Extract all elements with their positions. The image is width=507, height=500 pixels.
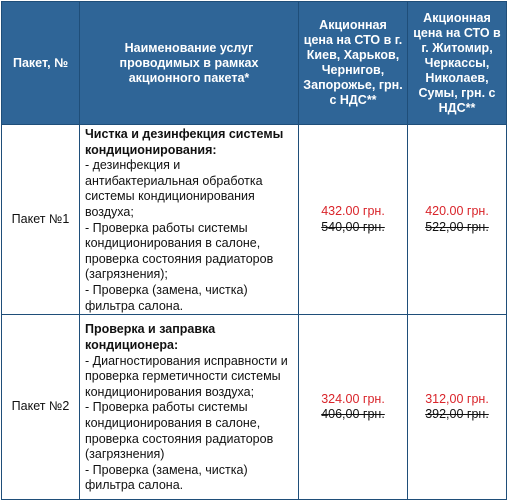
price-group1-cell [299, 125, 408, 315]
old-price: 392,00 грн. [425, 407, 489, 422]
price-group2-cell [408, 125, 507, 315]
package-cell: Пакет №2 [2, 315, 80, 500]
table-row [2, 125, 507, 315]
old-price: 406,00 грн. [321, 407, 385, 422]
promo-price: 312,00 грн. [425, 391, 489, 406]
header-price-group2-text: Акционная цена на СТО в г. Житомир, Черкассы, Николаев, Сумы, грн. с НДС** [413, 10, 501, 115]
price-group1-cell [299, 315, 408, 500]
service-item: - Диагностирования исправности и проверка герметичности системы кондиционирования воздуха; [85, 353, 288, 399]
header-services-text: Наименование услуг проводимых в рамках акционного пакета* [119, 40, 259, 85]
services-cell [80, 125, 299, 315]
service-item: - Проверка (замена, чистка) фильтра салона. [85, 462, 248, 493]
header-services [80, 2, 299, 125]
old-price: 522,00 грн. [425, 219, 489, 234]
header-price-group1 [299, 2, 408, 125]
table-row [2, 315, 507, 500]
services-title: Проверка и заправка кондиционера: [85, 322, 216, 352]
price-group2-cell [408, 315, 507, 500]
promo-price: 432.00 грн. [321, 203, 385, 218]
table-header-row [2, 2, 507, 125]
promo-price: 420.00 грн. [425, 203, 489, 218]
service-item: - дезинфекция и антибактериальная обработка системы кондиционирования воздуха; [85, 158, 263, 219]
package-cell: Пакет №1 [2, 125, 80, 315]
service-item: - Проверка работы системы кондиционирования в салоне, проверка состояния радиаторов (загрязнения); [85, 220, 274, 282]
service-item: - Проверка работы системы кондиционирования в салоне, проверка состояния радиаторов (загрязнения) [85, 400, 274, 462]
service-item: - Проверка (замена, чистка) фильтра салона. [85, 282, 248, 313]
services-cell [80, 315, 299, 500]
services-title: Чистка и дезинфекция системы кондиционирования: [85, 127, 284, 157]
header-price-group2 [408, 2, 507, 125]
old-price: 540,00 грн. [321, 219, 385, 234]
header-package-text: Пакет, № [12, 55, 69, 70]
header-package [2, 2, 80, 125]
header-price-group1-text: Акционная цена на СТО в г. Киев, Харьков, Чернигов, Запорожье, грн. с НДС** [303, 18, 403, 107]
promo-price: 324.00 грн. [321, 391, 385, 406]
promo-package-table [1, 1, 507, 500]
